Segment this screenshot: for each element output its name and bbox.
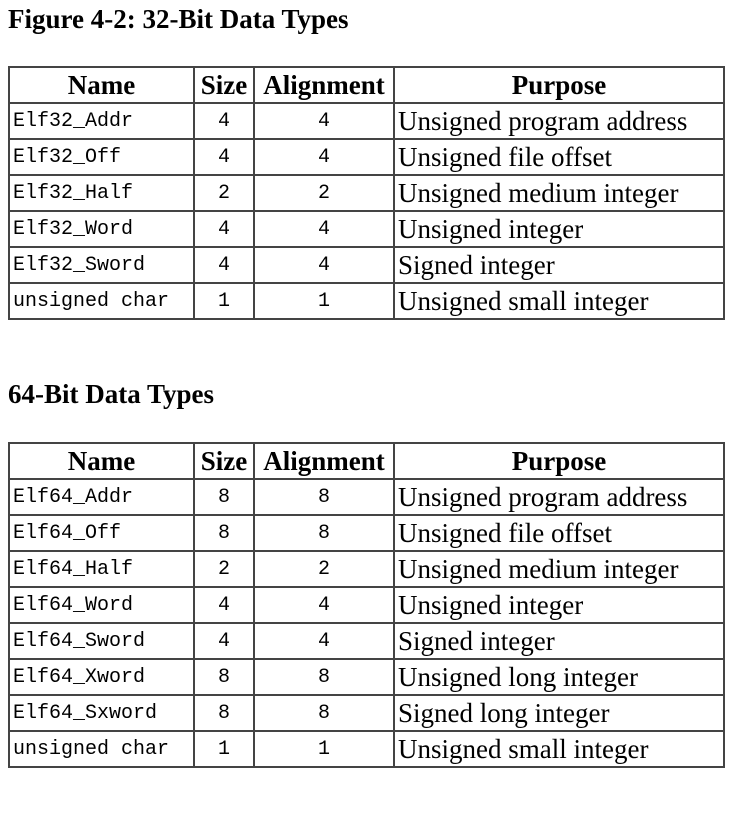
table-row	[9, 731, 724, 767]
table-row	[9, 515, 724, 551]
alignment-cell: 4	[254, 247, 394, 283]
table-row	[9, 659, 724, 695]
table-row	[9, 479, 724, 515]
table-row	[9, 103, 724, 139]
purpose-cell: Unsigned integer	[394, 211, 724, 247]
purpose-cell: Unsigned integer	[394, 587, 724, 623]
alignment-cell: 4	[254, 103, 394, 139]
purpose-cell: Unsigned program address	[394, 479, 724, 515]
alignment-cell: 4	[254, 139, 394, 175]
type-name-cell: Elf64_Sword	[9, 623, 194, 659]
purpose-cell: Signed integer	[394, 247, 724, 283]
purpose-cell: Signed integer	[394, 623, 724, 659]
table-row	[9, 695, 724, 731]
alignment-cell: 4	[254, 211, 394, 247]
size-cell: 1	[194, 283, 254, 319]
purpose-cell: Signed long integer	[394, 695, 724, 731]
size-cell: 8	[194, 659, 254, 695]
size-cell: 4	[194, 587, 254, 623]
column-header-purpose: Purpose	[394, 67, 724, 103]
alignment-cell: 8	[254, 695, 394, 731]
column-header-size: Size	[194, 67, 254, 103]
size-cell: 1	[194, 731, 254, 767]
size-cell: 4	[194, 103, 254, 139]
purpose-cell: Unsigned file offset	[394, 139, 724, 175]
alignment-cell: 8	[254, 515, 394, 551]
size-cell: 2	[194, 175, 254, 211]
purpose-cell: Unsigned program address	[394, 103, 724, 139]
type-name-cell: Elf64_Addr	[9, 479, 194, 515]
type-name-cell: Elf64_Half	[9, 551, 194, 587]
purpose-cell: Unsigned file offset	[394, 515, 724, 551]
data-types-table-32-bit	[8, 66, 725, 320]
column-header-name: Name	[9, 67, 194, 103]
type-name-cell: Elf32_Off	[9, 139, 194, 175]
type-name-cell: unsigned char	[9, 283, 194, 319]
purpose-cell: Unsigned small integer	[394, 283, 724, 319]
size-cell: 4	[194, 247, 254, 283]
type-name-cell: Elf64_Xword	[9, 659, 194, 695]
column-header-name: Name	[9, 443, 194, 479]
alignment-cell: 8	[254, 479, 394, 515]
purpose-cell: Unsigned medium integer	[394, 551, 724, 587]
type-name-cell: Elf64_Off	[9, 515, 194, 551]
type-name-cell: Elf64_Sxword	[9, 695, 194, 731]
size-cell: 4	[194, 623, 254, 659]
size-cell: 8	[194, 695, 254, 731]
type-name-cell: Elf32_Addr	[9, 103, 194, 139]
table-header-row	[9, 443, 724, 479]
table-header-row	[9, 67, 724, 103]
section-title-64-bit: 64-Bit Data Types	[8, 379, 215, 409]
column-header-purpose: Purpose	[394, 443, 724, 479]
type-name-cell: Elf32_Sword	[9, 247, 194, 283]
size-cell: 2	[194, 551, 254, 587]
table-row	[9, 587, 724, 623]
alignment-cell: 1	[254, 731, 394, 767]
table-row	[9, 623, 724, 659]
table-row	[9, 175, 724, 211]
alignment-cell: 1	[254, 283, 394, 319]
size-cell: 4	[194, 139, 254, 175]
purpose-cell: Unsigned small integer	[394, 731, 724, 767]
size-cell: 8	[194, 479, 254, 515]
type-name-cell: Elf32_Word	[9, 211, 194, 247]
type-name-cell: Elf64_Word	[9, 587, 194, 623]
figure-title-32-bit: Figure 4-2: 32-Bit Data Types	[8, 4, 349, 34]
column-header-alignment: Alignment	[254, 443, 394, 479]
column-header-size: Size	[194, 443, 254, 479]
type-name-cell: Elf32_Half	[9, 175, 194, 211]
table-row	[9, 283, 724, 319]
purpose-cell: Unsigned medium integer	[394, 175, 724, 211]
table-row	[9, 247, 724, 283]
column-header-alignment: Alignment	[254, 67, 394, 103]
alignment-cell: 4	[254, 623, 394, 659]
data-types-table-64-bit	[8, 442, 725, 768]
alignment-cell: 4	[254, 587, 394, 623]
size-cell: 8	[194, 515, 254, 551]
table-row	[9, 551, 724, 587]
purpose-cell: Unsigned long integer	[394, 659, 724, 695]
alignment-cell: 2	[254, 175, 394, 211]
alignment-cell: 8	[254, 659, 394, 695]
table-row	[9, 211, 724, 247]
alignment-cell: 2	[254, 551, 394, 587]
size-cell: 4	[194, 211, 254, 247]
type-name-cell: unsigned char	[9, 731, 194, 767]
table-row	[9, 139, 724, 175]
